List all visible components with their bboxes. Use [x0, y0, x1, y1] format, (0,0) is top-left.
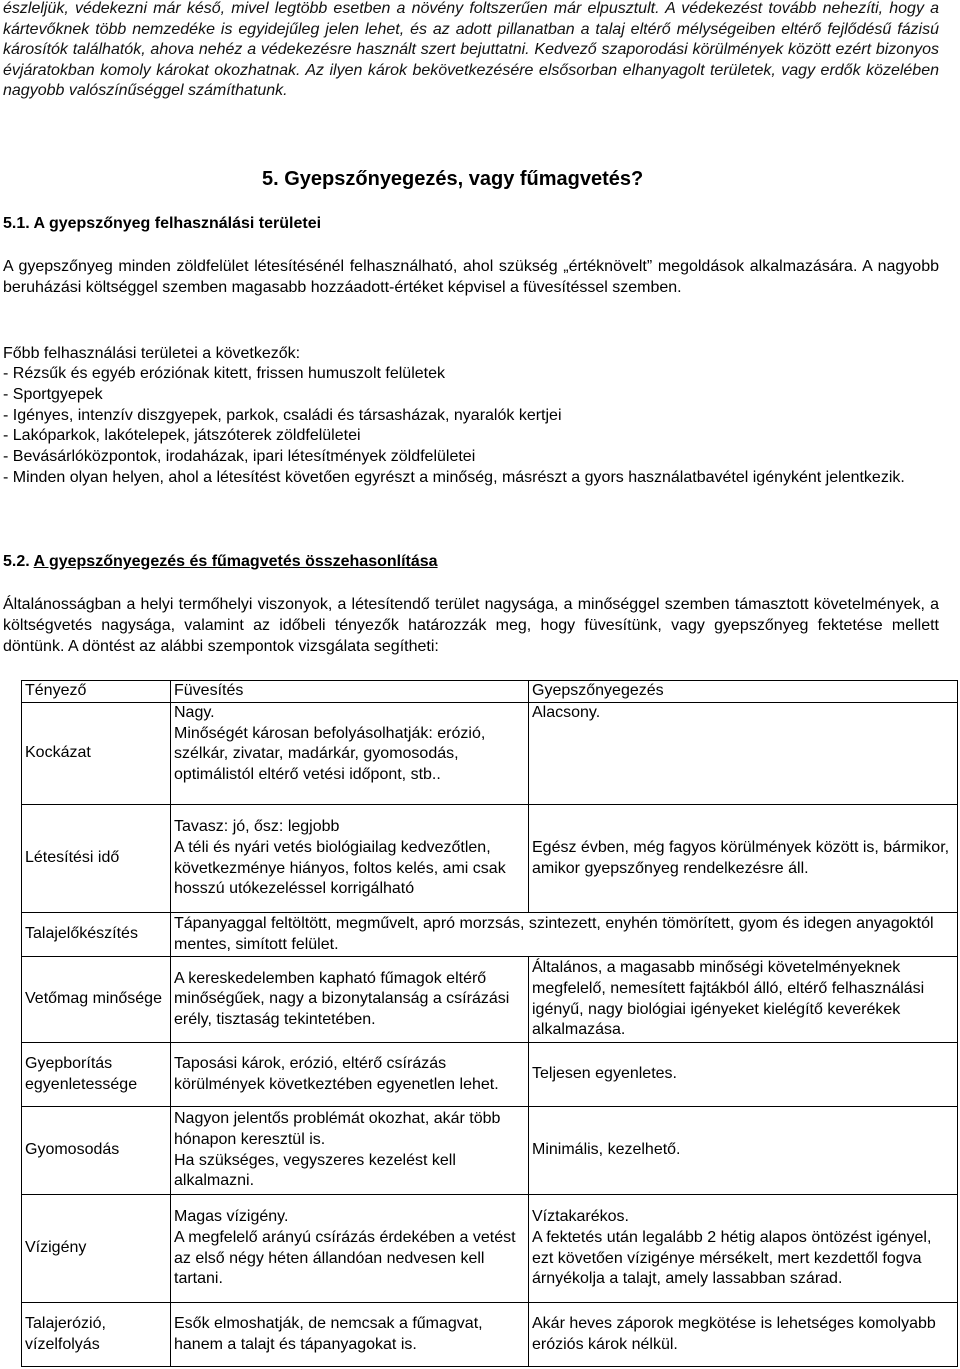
intro-paragraph: észleljük, védekezni már késő, mivel legtöbb esetben a növény foltszerűen már elpusztult. A védekezést tovább nehezíti, hogy a kártevőknek több nemzedéke is egyidejűleg jelen lehet, és az adott pillanatban a talaj eltérő mélységeiben eltérő fejlődésű fázisú károsítók találhatók, ahova nehéz a védekezésre használt szert bejuttatni. Kedvező szaporodási körülmények között ezért bizonyos évjáratokban komoly károkat okozhatnak. Az ilyen károk bekövetkezésére elsősorban elhanyagolt területek, vagy erdők közelében nagyobb valószínűséggel számíthatunk. [3, 0, 939, 100]
row-seeding [171, 1195, 529, 1303]
cell-text: Általános, a magasabb minőségi követelményeknek megfelelő, nemesített fajtákból álló, eltérő felhasználási igényű, nagy biológiai igényeket kielégítő keverékek alkalmazása. [532, 959, 925, 1039]
cell-text: A fektetés után legalább 2 hétig alapos öntözést igényel, ezt követően vízigénye mérsékelt, mert kezdettől fogva árnyékolja a talajt, amely lassabban szárad. [532, 1228, 932, 1288]
list-lead: Főbb felhasználási területei a következők: [3, 345, 301, 362]
paragraph-comparison: Általánosságban a helyi termőhelyi viszonyok, a létesítendő terület nagysága, a minőséggel szemben támasztott követelmények, a költségvetés nagysága, valamint az időbeli tényezők határozzák meg, hogy füvesítünk, vagy gyepszőnyeg fektetése mellett döntünk. A döntést az alábbi szempontok vizsgálata segítheti: [3, 596, 939, 655]
table-row [22, 1043, 958, 1107]
row-turf [529, 805, 958, 913]
row-factor: Létesítési idő [22, 805, 171, 913]
table-header-row [22, 681, 958, 703]
cell-text: Teljesen egyenletes. [532, 1065, 677, 1083]
row-factor: Vízigény [22, 1195, 171, 1303]
row-turf [529, 1303, 958, 1367]
list-item: - Minden olyan helyen, ahol a létesítést követően egyrészt a minőség, másrészt a gyors használatbavétel igényként jelentkezik. [3, 468, 905, 486]
list-item: - Sportgyepek [3, 385, 103, 403]
cell-text: A téli és nyári vetés biológiailag kedvezőtlen, következménye hiányos, foltos kelés, ami csak hosszú utókezeléssel korrigálható [174, 838, 506, 898]
header-factor: Tényező [22, 681, 171, 703]
cell-text: Ha szükséges, vegyszeres kezelést kell alkalmazni. [174, 1151, 456, 1190]
row-factor: Vetőmag minősége [22, 957, 171, 1043]
heading-5-2-text: A gyepszőnyegezés és fűmagvetés összehasonlítása [33, 553, 438, 570]
cell-text: Minimális, kezelhető. [532, 1141, 681, 1159]
heading-section-5-2 [3, 553, 438, 571]
row-factor: Kockázat [22, 703, 171, 805]
list-item: - Bevásárlóközpontok, irodaházak, ipari létesítmények zöldfelületei [3, 448, 476, 466]
row-turf [529, 957, 958, 1043]
row-factor: Talajelőkészítés [22, 913, 171, 957]
heading-5-2-number: 5.2. [3, 553, 34, 570]
row-turf [529, 1107, 958, 1195]
table-row [22, 805, 958, 913]
row-seeding [171, 1303, 529, 1367]
cell-text: Taposási károk, erózió, eltérő csírázás körülmények következtében egyenetlen lehet. [174, 1054, 499, 1093]
table-row [22, 1303, 958, 1367]
cell-text: Alacsony. [532, 704, 601, 721]
cell-text: A megfelelő arányú csírázás érdekében a vetést az első négy héten állandóan nedvesen kell tartani. [174, 1228, 516, 1288]
row-seeding [171, 805, 529, 913]
table-row [22, 1195, 958, 1303]
cell-text: Tavasz: jó, ősz: legjobb [174, 818, 340, 836]
cell-text: Nagyon jelentős problémát okozhat, akár több hónapon keresztül is. [174, 1110, 501, 1148]
table-row [22, 1107, 958, 1195]
row-factor: Gyepborítás egyenletessége [22, 1043, 171, 1107]
table-row [22, 957, 958, 1043]
row-factor: Gyomosodás [22, 1107, 171, 1195]
row-turf [529, 1195, 958, 1303]
cell-text: Egész évben, még fagyos körülmények között is, bármikor, amikor gyepszőnyeg rendelkezésre áll. [532, 838, 950, 877]
row-turf [529, 703, 958, 805]
table-row [22, 913, 958, 957]
heading-section-5: 5. Gyepszőnyegezés, vagy fűmagvetés? [262, 168, 644, 190]
list-item: - Lakóparkok, lakótelepek, játszóterek zöldfelületei [3, 427, 361, 445]
cell-text: Esők elmoshatják, de nemcsak a fűmagvat, hanem a talajt és tápanyagokat is. [174, 1314, 483, 1353]
row-seeding [171, 1043, 529, 1107]
row-factor: Talajerózió, vízelfolyás [22, 1303, 171, 1367]
cell-text: Magas vízigény. [174, 1208, 289, 1226]
row-seeding [171, 957, 529, 1043]
cell-text: Nagy. [174, 704, 215, 721]
header-seeding: Füvesítés [171, 681, 529, 703]
row-seeding [171, 703, 529, 805]
cell-text: A kereskedelemben kapható fűmagok eltérő minőségűek, nagy a bizonytalanság a csírázási erély, tisztaság tekintetében. [174, 969, 510, 1028]
list-item: - Rézsűk és egyéb eróziónak kitett, frissen humuszolt felületek [3, 365, 445, 382]
cell-text: Víztakarékos. [532, 1208, 629, 1226]
comparison-table [21, 680, 958, 1367]
row-merged: Tápanyaggal feltöltött, megművelt, apró morzsás, szintezett, enyhén tömörített, gyom és idegen anyagoktól mentes, simított felület. [171, 913, 958, 957]
row-turf [529, 1043, 958, 1107]
usage-list [3, 364, 939, 489]
cell-text: Minőségét károsan befolyásolhatják: erózió, szélkár, zivatar, madárkár, gyomosodás, optimálistól eltérő vetési időpont, stb.. [174, 724, 486, 783]
table-row [22, 703, 958, 805]
paragraph-usage: A gyepszőnyeg minden zöldfelület létesítésénél felhasználható, ahol szükség „értéknövelt” megoldások alkalmazására. A nagyobb beruházási költséggel szemben magasabb hozzáadott-értéket képvisel a füvesítéssel szemben. [3, 258, 939, 296]
cell-text: Akár heves záporok megkötése is lehetséges komolyabb eróziós károk nélkül. [532, 1314, 936, 1353]
row-seeding [171, 1107, 529, 1195]
list-item: - Igényes, intenzív diszgyepek, parkok, családi és társasházak, nyaralók kertjei [3, 406, 562, 424]
header-turf: Gyepszőnyegezés [529, 681, 958, 703]
heading-section-5-1: 5.1. A gyepszőnyeg felhasználási területei [3, 215, 322, 232]
